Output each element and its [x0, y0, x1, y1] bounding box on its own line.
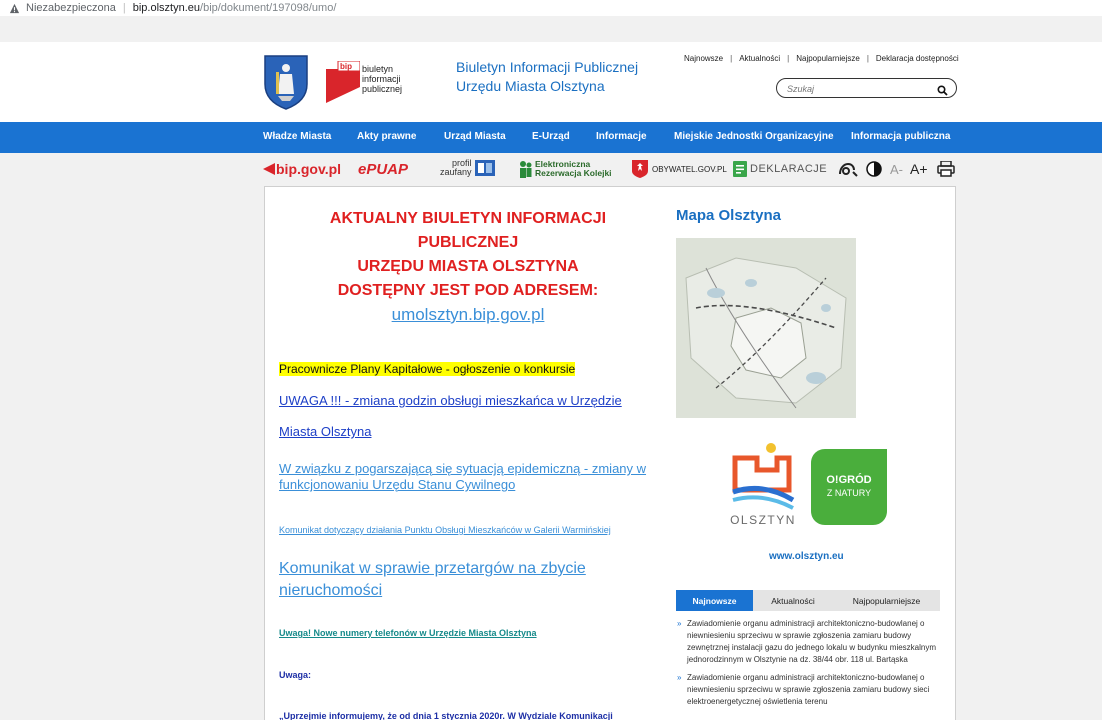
tab-aktualnosci[interactable]: Aktualności: [771, 595, 815, 606]
site-header: [0, 42, 1102, 122]
nav-urzad-miasta[interactable]: Urząd Miasta: [444, 131, 506, 142]
contrast-button[interactable]: [866, 158, 882, 180]
eagle-emblem-icon: [632, 160, 648, 178]
ogrod-text-2: Z NATURY: [826, 488, 872, 498]
announcement-line3: URZĘDU MIASTA OLSZTYNA: [357, 258, 579, 275]
browser-address-bar[interactable]: [0, 0, 1102, 16]
nav-jednostki[interactable]: Miejskie Jednostki Organizacyjne: [674, 131, 834, 142]
tab-najnowsze[interactable]: Najnowsze: [676, 590, 753, 611]
news-uwaga-short: Uwaga:: [279, 670, 312, 680]
bip-tagline-2: informacji publicznej: [362, 74, 403, 94]
font-decrease-button[interactable]: [890, 158, 903, 180]
deklaracje-logo[interactable]: [733, 158, 827, 180]
main-nav: [0, 122, 1102, 153]
browser-gap: [0, 16, 1102, 42]
warning-icon: [8, 2, 20, 14]
deklaracje-text: DEKLARACJE: [750, 163, 828, 175]
nav-informacja-publiczna[interactable]: Informacja publiczna: [851, 131, 951, 142]
site-title-line1: Biuletyn Informacji Publicznej: [456, 59, 639, 75]
news-komunikat-przetargi[interactable]: Komunikat w sprawie przetargów na zbycie nieruchomości: [279, 560, 586, 599]
ogrod-text-1: O!GRÓD: [826, 474, 872, 486]
olsztyn-logo-text: OLSZTYN: [730, 513, 796, 526]
epuap-text: ePUAP: [358, 160, 409, 178]
bip-tagline-1: biuletyn: [362, 64, 394, 74]
search-icon[interactable]: [937, 83, 948, 94]
list-item[interactable]: » Zawiadomienie organu administracji architektoniczno-budowlanej o niewniesieniu sprzeciwu w sprawie zgłoszenia zamiaru budowy zewnętrznej instalacji gazu do jednego lokalu w budynku mieszkalnym jednorodzinnym w Olsztynie na dz. 38/44 obr. 118 ul. Bartąska: [676, 618, 940, 666]
epuap-logo[interactable]: [358, 158, 408, 180]
top-links: [684, 54, 959, 63]
font-increase-button[interactable]: [910, 158, 928, 180]
partner-logos-bar: [0, 153, 1102, 186]
news-uprzejmie: „Uprzejmie informujemy, że od dnia 1 stycznia 2020r. W Wydziale Komunikacji: [279, 711, 613, 720]
announcement: [280, 207, 656, 327]
nav-informacje[interactable]: Informacje: [596, 131, 647, 142]
profil-zaufany-logo[interactable]: [440, 157, 495, 179]
toplink-najpopularniejsze[interactable]: Najpopularniejsze: [796, 54, 860, 63]
font-large-label: A+: [910, 161, 928, 177]
profil-text-2: zaufany: [440, 167, 472, 177]
document-icon: [733, 161, 747, 177]
announcement-line1: AKTUALNY BIULETYN INFORMACJI: [329, 210, 607, 227]
profil-zaufany-icon: [475, 160, 495, 176]
olsztyn-city-logo[interactable]: [727, 440, 799, 526]
profil-text-1: profil: [452, 158, 472, 168]
bip-arrow-icon: [263, 163, 275, 175]
bip-gov-logo[interactable]: [263, 158, 341, 180]
site-title-line2: Urzędu Miasta Olsztyna: [456, 78, 605, 94]
url-host[interactable]: bip.olsztyn.eu: [132, 2, 201, 14]
news-komunikat-pom[interactable]: Komunikat dotyczący działania Punktu Obsługi Mieszkańców w Galerii Warmińskiej: [279, 525, 611, 535]
site-title[interactable]: [456, 58, 638, 96]
bip-gov-text: bip.gov.pl: [276, 161, 342, 177]
news-uwaga-line1: UWAGA !!! - zmiana godzin obsługi mieszkańca w Urzędzie: [279, 393, 622, 408]
contrast-icon: [866, 161, 882, 177]
news-ppk[interactable]: [279, 360, 575, 378]
olsztyn-crest-icon[interactable]: [263, 54, 309, 110]
people-icon: [519, 160, 533, 178]
security-label: Niezabezpieczona: [26, 2, 116, 14]
olsztyn-map-image[interactable]: [676, 238, 856, 418]
nav-e-urzad[interactable]: E-Urząd: [532, 131, 570, 142]
ekolej-text-2: Rezerwacja Kolejki: [535, 168, 612, 178]
obywatel-text: OBYWATEL.GOV.PL: [652, 164, 727, 174]
print-icon: [937, 161, 955, 177]
toplink-separator: |: [866, 54, 869, 63]
news-epidemic[interactable]: W związku z pogarszającą się sytuacją epidemiczną - zmiany w funkcjonowaniu Urzędu Stanu Cywilnego: [279, 461, 647, 492]
elektroniczna-kolejka-logo[interactable]: [519, 158, 612, 180]
ekolej-text-1: Elektroniczna: [535, 159, 591, 169]
toplink-najnowsze[interactable]: Najnowsze: [684, 54, 724, 63]
search-box: [776, 78, 957, 98]
toplink-separator: |: [730, 54, 733, 63]
sign-language-icon: [838, 160, 858, 178]
map-title[interactable]: Mapa Olsztyna: [676, 207, 782, 224]
print-button[interactable]: [937, 158, 955, 180]
toplink-separator: |: [787, 54, 790, 63]
toplink-deklaracja[interactable]: Deklaracja dostępności: [875, 54, 959, 63]
news-uwaga[interactable]: [279, 385, 622, 447]
search-input[interactable]: [787, 82, 935, 95]
obywatel-gov-logo[interactable]: [632, 158, 727, 180]
latest-list: [676, 618, 940, 714]
list-item[interactable]: » Zawiadomienie organu administracji architektoniczno-budowlanej o niewniesieniu sprzeciwu w sprawie zgłoszenia zamiaru budowy sieci elektroenergetycznej oświetlenia terenu: [676, 672, 940, 708]
bip-logo-text: bip: [340, 62, 352, 71]
nav-wladze-miasta[interactable]: Władze Miasta: [263, 131, 332, 142]
bip-logo[interactable]: [326, 61, 438, 103]
sidebar-tabs: [676, 590, 940, 611]
news-uwaga-line2: Miasta Olsztyna: [279, 424, 372, 439]
bip-tagline: [362, 64, 442, 94]
olsztyn-website-link[interactable]: www.olsztyn.eu: [769, 551, 844, 562]
announcement-line2: PUBLICZNEJ: [417, 234, 519, 251]
announcement-link[interactable]: umolsztyn.bip.gov.pl: [391, 305, 545, 324]
url-path[interactable]: /bip/dokument/197098/umo/: [200, 2, 337, 14]
news-phones[interactable]: Uwaga! Nowe numery telefonów w Urzędzie Miasta Olsztyna: [279, 628, 537, 638]
news-ppk-text: Pracownicze Plany Kapitałowe - ogłoszenie o konkursie: [279, 362, 576, 376]
address-separator: |: [122, 2, 126, 14]
ogrod-z-natury-logo[interactable]: [811, 449, 887, 525]
tab-najpopularniejsze[interactable]: Najpopularniejsze: [852, 595, 921, 606]
nav-akty-prawne[interactable]: Akty prawne: [357, 131, 417, 142]
announcement-line4: DOSTĘPNY JEST POD ADRESEM:: [337, 282, 599, 299]
font-small-label: A-: [890, 161, 903, 177]
sign-language-button[interactable]: [838, 158, 858, 180]
toplink-aktualnosci[interactable]: Aktualności: [739, 54, 781, 63]
